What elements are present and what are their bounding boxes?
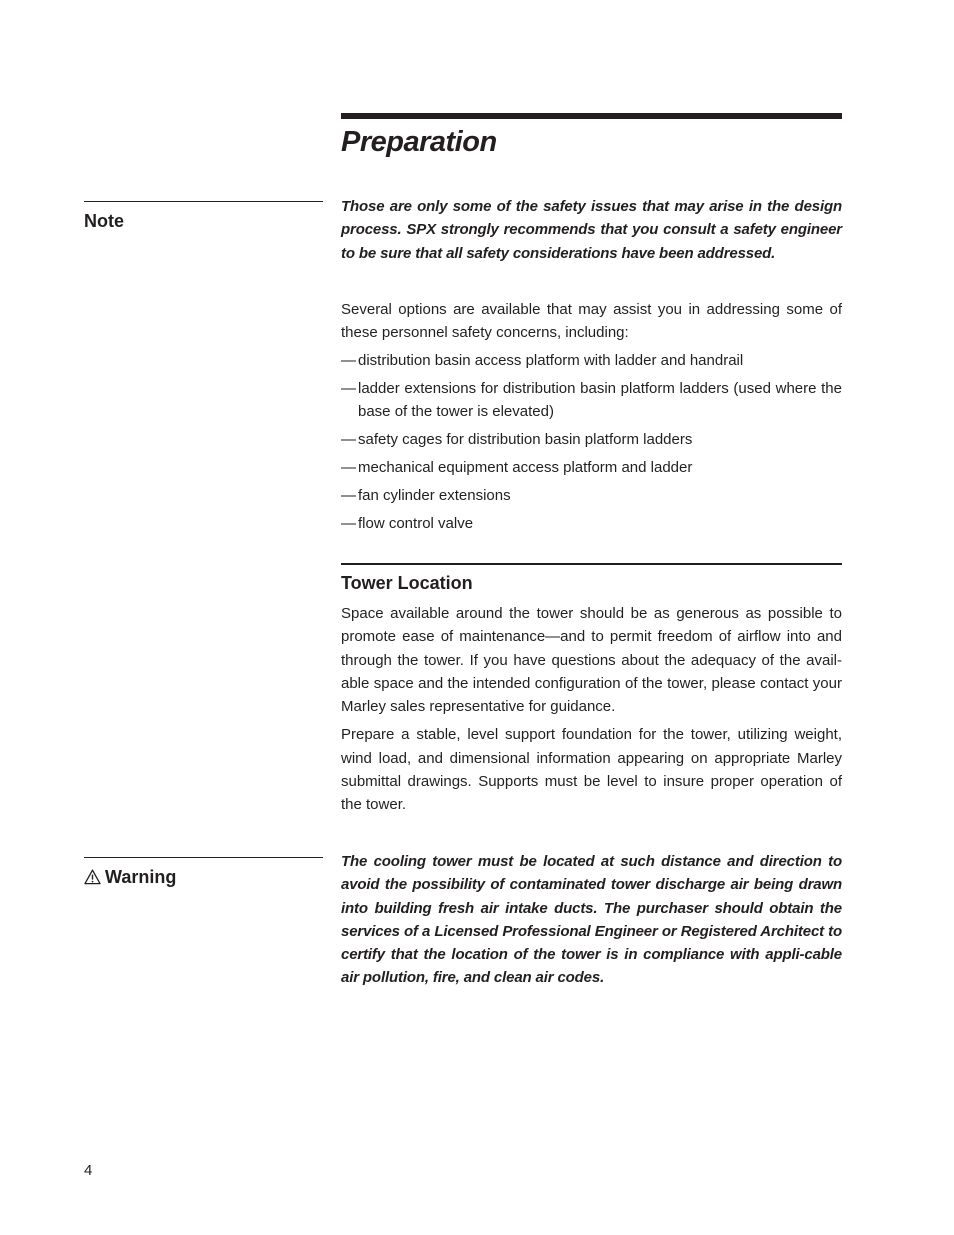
note-text: Those are only some of the safety issues that may arise in the design process. SPX strongly recommends that you consult a safety engineer to be sure that all safety considerations have been addressed.: [341, 198, 842, 262]
list-item: — ladder extensions for distribution basin platform ladders (used where the base of the tower is elevated): [341, 377, 842, 424]
warning-text: The cooling tower must be located at such distance and direction to avoid the possibility of contaminated tower discharge air being drawn into building fresh air intake ducts. The purchaser should obtain the services of a Licensed Professional Engineer or Registered Architect to certify that the location of the tower is in compliance with appli-cable air pollution, fire, and clean air codes.: [341, 853, 842, 987]
dash: —: [341, 351, 356, 369]
list-item: — fan cylinder extensions: [341, 484, 842, 507]
list-item: — safety cages for distribution basin platform ladders: [341, 428, 842, 451]
warning-rule: [84, 857, 323, 858]
options-section: [341, 298, 842, 540]
warning-triangle-icon: [84, 869, 101, 890]
dash: —: [341, 379, 356, 397]
note-rule: [84, 201, 323, 202]
list-item: — mechanical equipment access platform and ladder: [341, 456, 842, 479]
page-title: Preparation: [341, 126, 497, 158]
dash: —: [341, 486, 356, 504]
note-label: Note: [84, 211, 124, 231]
dash: —: [341, 514, 356, 532]
title-rule: [341, 113, 842, 119]
tower-location-heading: Tower Location: [341, 573, 473, 593]
tower-location-body: [341, 602, 842, 817]
tower-location-paragraph: Space available around the tower should be as generous as possible to promote ease of maintenance—and to permit freedom of airflow into and through the tower. If you have questions about the adequacy of the avail-able space and the intended configuration of the tower, please contact your Marley sales representative for guidance.: [341, 605, 842, 716]
page-number: 4: [84, 1162, 93, 1179]
section-rule: [341, 563, 842, 565]
list-item: — flow control valve: [341, 512, 842, 535]
dash: —: [341, 458, 356, 476]
warning-label: Warning: [84, 867, 176, 890]
options-intro: Several options are available that may assist you in addressing some of these personnel safety concerns, including:: [341, 301, 842, 342]
dash: —: [341, 430, 356, 448]
list-item: — distribution basin access platform with ladder and handrail: [341, 349, 842, 372]
tower-location-paragraph: Prepare a stable, level support foundation for the tower, utilizing weight, wind load, and dimensional information appearing on appropriate Marley submittal drawings. Supports must be level to insure proper operation of the tower.: [341, 726, 842, 814]
options-list: [341, 349, 842, 536]
